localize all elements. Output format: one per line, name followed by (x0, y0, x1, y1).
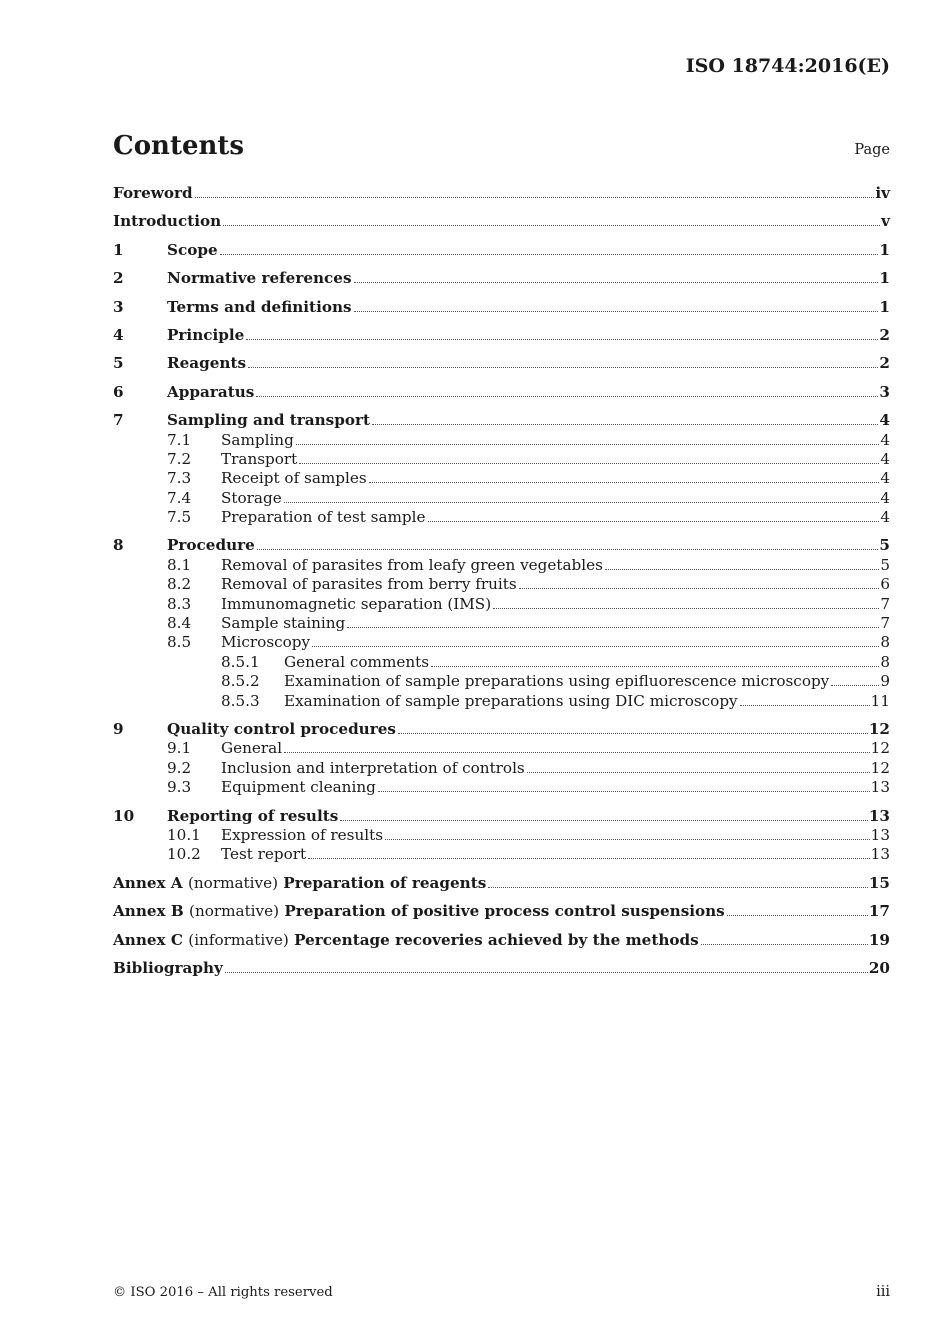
toc-entry-page: 6 (880, 575, 890, 594)
dot-leader (527, 772, 870, 773)
dot-leader (299, 463, 879, 464)
dot-leader (385, 839, 870, 840)
toc-entry[interactable] (113, 959, 890, 978)
toc-entry[interactable] (113, 411, 890, 430)
toc-entry-title: Preparation of test sample (221, 508, 426, 527)
toc-entry-page: 2 (879, 354, 890, 373)
toc-entry[interactable] (113, 739, 890, 758)
toc-entry-page: 8 (880, 652, 890, 671)
toc-entry[interactable] (113, 431, 890, 450)
toc-entry-page: 17 (868, 902, 890, 921)
toc-entry-page: 8 (880, 633, 890, 652)
dot-leader (378, 791, 870, 792)
table-of-contents (113, 184, 890, 978)
toc-entry-page: 13 (870, 845, 890, 864)
toc-entry-title: Quality control procedures (167, 719, 396, 738)
toc-entry[interactable] (113, 902, 890, 921)
toc-entry-title: Principle (167, 325, 245, 344)
toc-entry[interactable] (113, 450, 890, 469)
toc-entry-number: 8 (113, 536, 124, 555)
toc-entry-title: Scope (167, 240, 218, 259)
dot-leader (284, 502, 880, 503)
toc-entry[interactable] (113, 184, 890, 203)
dot-leader (248, 367, 878, 368)
toc-entry-title: Inclusion and interpretation of controls (221, 758, 525, 777)
copyright-notice: © ISO 2016 – All rights reserved (113, 1285, 333, 1300)
toc-entry[interactable] (113, 778, 890, 797)
dot-leader (296, 444, 880, 445)
toc-entry-number: 8.4 (167, 614, 192, 633)
dot-leader (225, 972, 868, 973)
toc-entry-page: 15 (868, 873, 890, 892)
toc-entry-page: 7 (880, 614, 890, 633)
dot-leader (340, 820, 868, 821)
dot-leader (246, 339, 878, 340)
toc-entry[interactable] (113, 354, 890, 373)
toc-entry-number: 3 (113, 297, 124, 316)
dot-leader (701, 944, 868, 945)
annex-label: Annex B (113, 902, 184, 921)
toc-entry[interactable] (113, 653, 890, 672)
toc-entry-page: 4 (880, 449, 890, 468)
dot-leader (431, 666, 879, 667)
toc-entry-title: Reagents (167, 354, 247, 373)
contents-title: Contents (113, 131, 245, 161)
dot-leader (740, 705, 870, 706)
toc-entry-title: Examination of sample preparations using epifluorescence microscopy (284, 672, 830, 691)
dot-leader (308, 858, 870, 859)
annex-title: Preparation of reagents (283, 873, 487, 892)
toc-entry-number: 8.5.2 (221, 672, 260, 691)
toc-entry-title (113, 931, 699, 950)
toc-entry-title: Sampling (221, 430, 294, 449)
toc-entry-page: iv (875, 184, 890, 202)
toc-entry-title: Apparatus (167, 382, 255, 401)
toc-entry-page: 1 (879, 240, 890, 259)
toc-entry-number: 1 (113, 240, 124, 259)
toc-entry-number: 8.5 (167, 633, 192, 652)
toc-entry-page: 4 (879, 411, 890, 430)
toc-entry-number: 7.2 (167, 449, 192, 468)
toc-entry-page: 7 (880, 594, 890, 613)
annex-type: (informative) (188, 930, 289, 949)
toc-entry[interactable] (113, 241, 890, 260)
dot-leader (398, 733, 868, 734)
dot-leader (223, 225, 880, 226)
dot-leader (312, 646, 879, 647)
toc-entry[interactable] (113, 759, 890, 778)
toc-entry-number: 8.5.1 (221, 652, 260, 671)
toc-entry-number: 6 (113, 382, 124, 401)
toc-entry-page: 12 (870, 758, 890, 777)
toc-entry-page: 19 (868, 930, 890, 949)
toc-entry-title: Foreword (113, 184, 193, 202)
toc-entry-page: 4 (880, 508, 890, 527)
toc-entry-number: 5 (113, 354, 124, 373)
toc-entry-title: Microscopy (221, 633, 311, 652)
toc-entry-title: Sampling and transport (167, 411, 370, 430)
toc-entry-number: 9 (113, 719, 124, 738)
toc-entry[interactable] (113, 326, 890, 345)
dot-leader (220, 254, 879, 255)
toc-entry-page: 20 (868, 958, 890, 977)
toc-entry-title (113, 902, 725, 921)
toc-entry[interactable] (113, 633, 890, 652)
toc-entry[interactable] (113, 269, 890, 288)
toc-entry-page: 5 (880, 555, 890, 574)
dot-leader (488, 887, 868, 888)
toc-entry[interactable] (113, 807, 890, 826)
toc-entry-number: 10 (113, 806, 135, 825)
dot-leader (605, 569, 879, 570)
toc-entry-number: 7 (113, 411, 124, 430)
toc-entry[interactable] (113, 575, 890, 594)
toc-entry-title: Receipt of samples (221, 469, 367, 488)
annex-type: (normative) (187, 873, 278, 892)
toc-entry[interactable] (113, 692, 890, 711)
toc-entry-title: Procedure (167, 536, 255, 555)
toc-entry-number: 2 (113, 269, 124, 288)
dot-leader (369, 482, 880, 483)
annex-type: (normative) (189, 902, 280, 921)
toc-entry-number: 8.2 (167, 575, 192, 594)
toc-entry[interactable] (113, 720, 890, 739)
toc-entry-title: General comments (284, 652, 430, 671)
toc-entry-title: Removal of parasites from berry fruits (221, 575, 517, 594)
toc-entry[interactable] (113, 874, 890, 893)
toc-entry[interactable] (113, 845, 890, 864)
toc-entry[interactable] (113, 383, 890, 402)
toc-entry-title: Examination of sample preparations using DIC microscopy (284, 691, 738, 710)
toc-entry-number: 9.1 (167, 739, 192, 758)
toc-entry-title: Equipment cleaning (221, 778, 376, 797)
toc-entry-number: 7.3 (167, 469, 192, 488)
toc-entry-title: Storage (221, 488, 282, 507)
toc-entry-page: 4 (880, 430, 890, 449)
page-column-label: Page (854, 142, 890, 158)
toc-entry-title: Bibliography (113, 958, 223, 977)
toc-entry-title: Reporting of results (167, 806, 339, 825)
toc-entry-page: 1 (879, 269, 890, 288)
toc-entry-title: General (221, 739, 283, 758)
dot-leader (195, 197, 875, 198)
annex-title: Percentage recoveries achieved by the methods (294, 930, 699, 949)
toc-entry-number: 4 (113, 325, 124, 344)
dot-leader (493, 608, 879, 609)
toc-entry[interactable] (113, 614, 890, 633)
toc-entry-title: Expression of results (221, 825, 383, 844)
toc-entry-page: v (881, 212, 890, 231)
dot-leader (831, 685, 879, 686)
toc-entry-number: 9.3 (167, 778, 192, 797)
toc-entry-title: Transport (221, 449, 298, 468)
toc-entry-title (113, 874, 486, 893)
toc-entry-number: 8.3 (167, 594, 192, 613)
annex-label: Annex A (113, 873, 183, 892)
toc-entry-number: 10.1 (167, 825, 201, 844)
toc-entry-title: Removal of parasites from leafy green vegetables (221, 555, 603, 574)
page-number: iii (876, 1284, 890, 1300)
document-id: ISO 18744:2016(E) (685, 55, 890, 77)
dot-leader (256, 396, 878, 397)
toc-entry[interactable] (113, 508, 890, 527)
toc-entry-page: 12 (870, 739, 890, 758)
dot-leader (347, 627, 879, 628)
toc-entry-title: Sample staining (221, 614, 346, 633)
toc-entry-page: 1 (879, 297, 890, 316)
toc-entry[interactable] (113, 536, 890, 555)
dot-leader (354, 311, 879, 312)
toc-entry[interactable] (113, 469, 890, 488)
annex-title: Preparation of positive process control suspensions (284, 902, 725, 921)
toc-entry-page: 4 (880, 469, 890, 488)
toc-entry[interactable] (113, 672, 890, 691)
dot-leader (257, 549, 879, 550)
toc-entry-number: 7.4 (167, 488, 192, 507)
toc-entry-page: 3 (879, 382, 890, 401)
dot-leader (727, 915, 868, 916)
toc-entry[interactable] (113, 556, 890, 575)
toc-entry-title: Normative references (167, 269, 352, 288)
toc-entry-page: 9 (880, 672, 890, 691)
toc-entry-number: 7.1 (167, 430, 192, 449)
toc-entry-title: Test report (221, 845, 307, 864)
toc-entry-number: 10.2 (167, 845, 201, 864)
toc-entry[interactable] (113, 595, 890, 614)
toc-entry-page: 2 (879, 325, 890, 344)
toc-entry-page: 13 (870, 778, 890, 797)
toc-entry-number: 8.1 (167, 555, 192, 574)
toc-entry-number: 7.5 (167, 508, 192, 527)
dot-leader (354, 282, 879, 283)
toc-entry[interactable] (113, 212, 890, 231)
toc-entry-title: Terms and definitions (167, 297, 352, 316)
toc-entry-page: 13 (868, 806, 890, 825)
toc-entry-page: 4 (880, 488, 890, 507)
dot-leader (372, 424, 878, 425)
dot-leader (284, 752, 870, 753)
toc-entry-page: 13 (870, 825, 890, 844)
toc-entry-number: 9.2 (167, 758, 192, 777)
dot-leader (428, 521, 880, 522)
toc-entry[interactable] (113, 298, 890, 317)
toc-entry[interactable] (113, 489, 890, 508)
toc-entry-title: Introduction (113, 212, 222, 231)
toc-entry-title: Immunomagnetic separation (IMS) (221, 594, 492, 613)
toc-entry[interactable] (113, 931, 890, 950)
toc-entry-page: 5 (879, 536, 890, 555)
annex-label: Annex C (113, 930, 183, 949)
dot-leader (519, 588, 880, 589)
toc-entry[interactable] (113, 826, 890, 845)
toc-entry-page: 11 (870, 691, 890, 710)
toc-entry-page: 12 (868, 719, 890, 738)
toc-entry-number: 8.5.3 (221, 691, 260, 710)
